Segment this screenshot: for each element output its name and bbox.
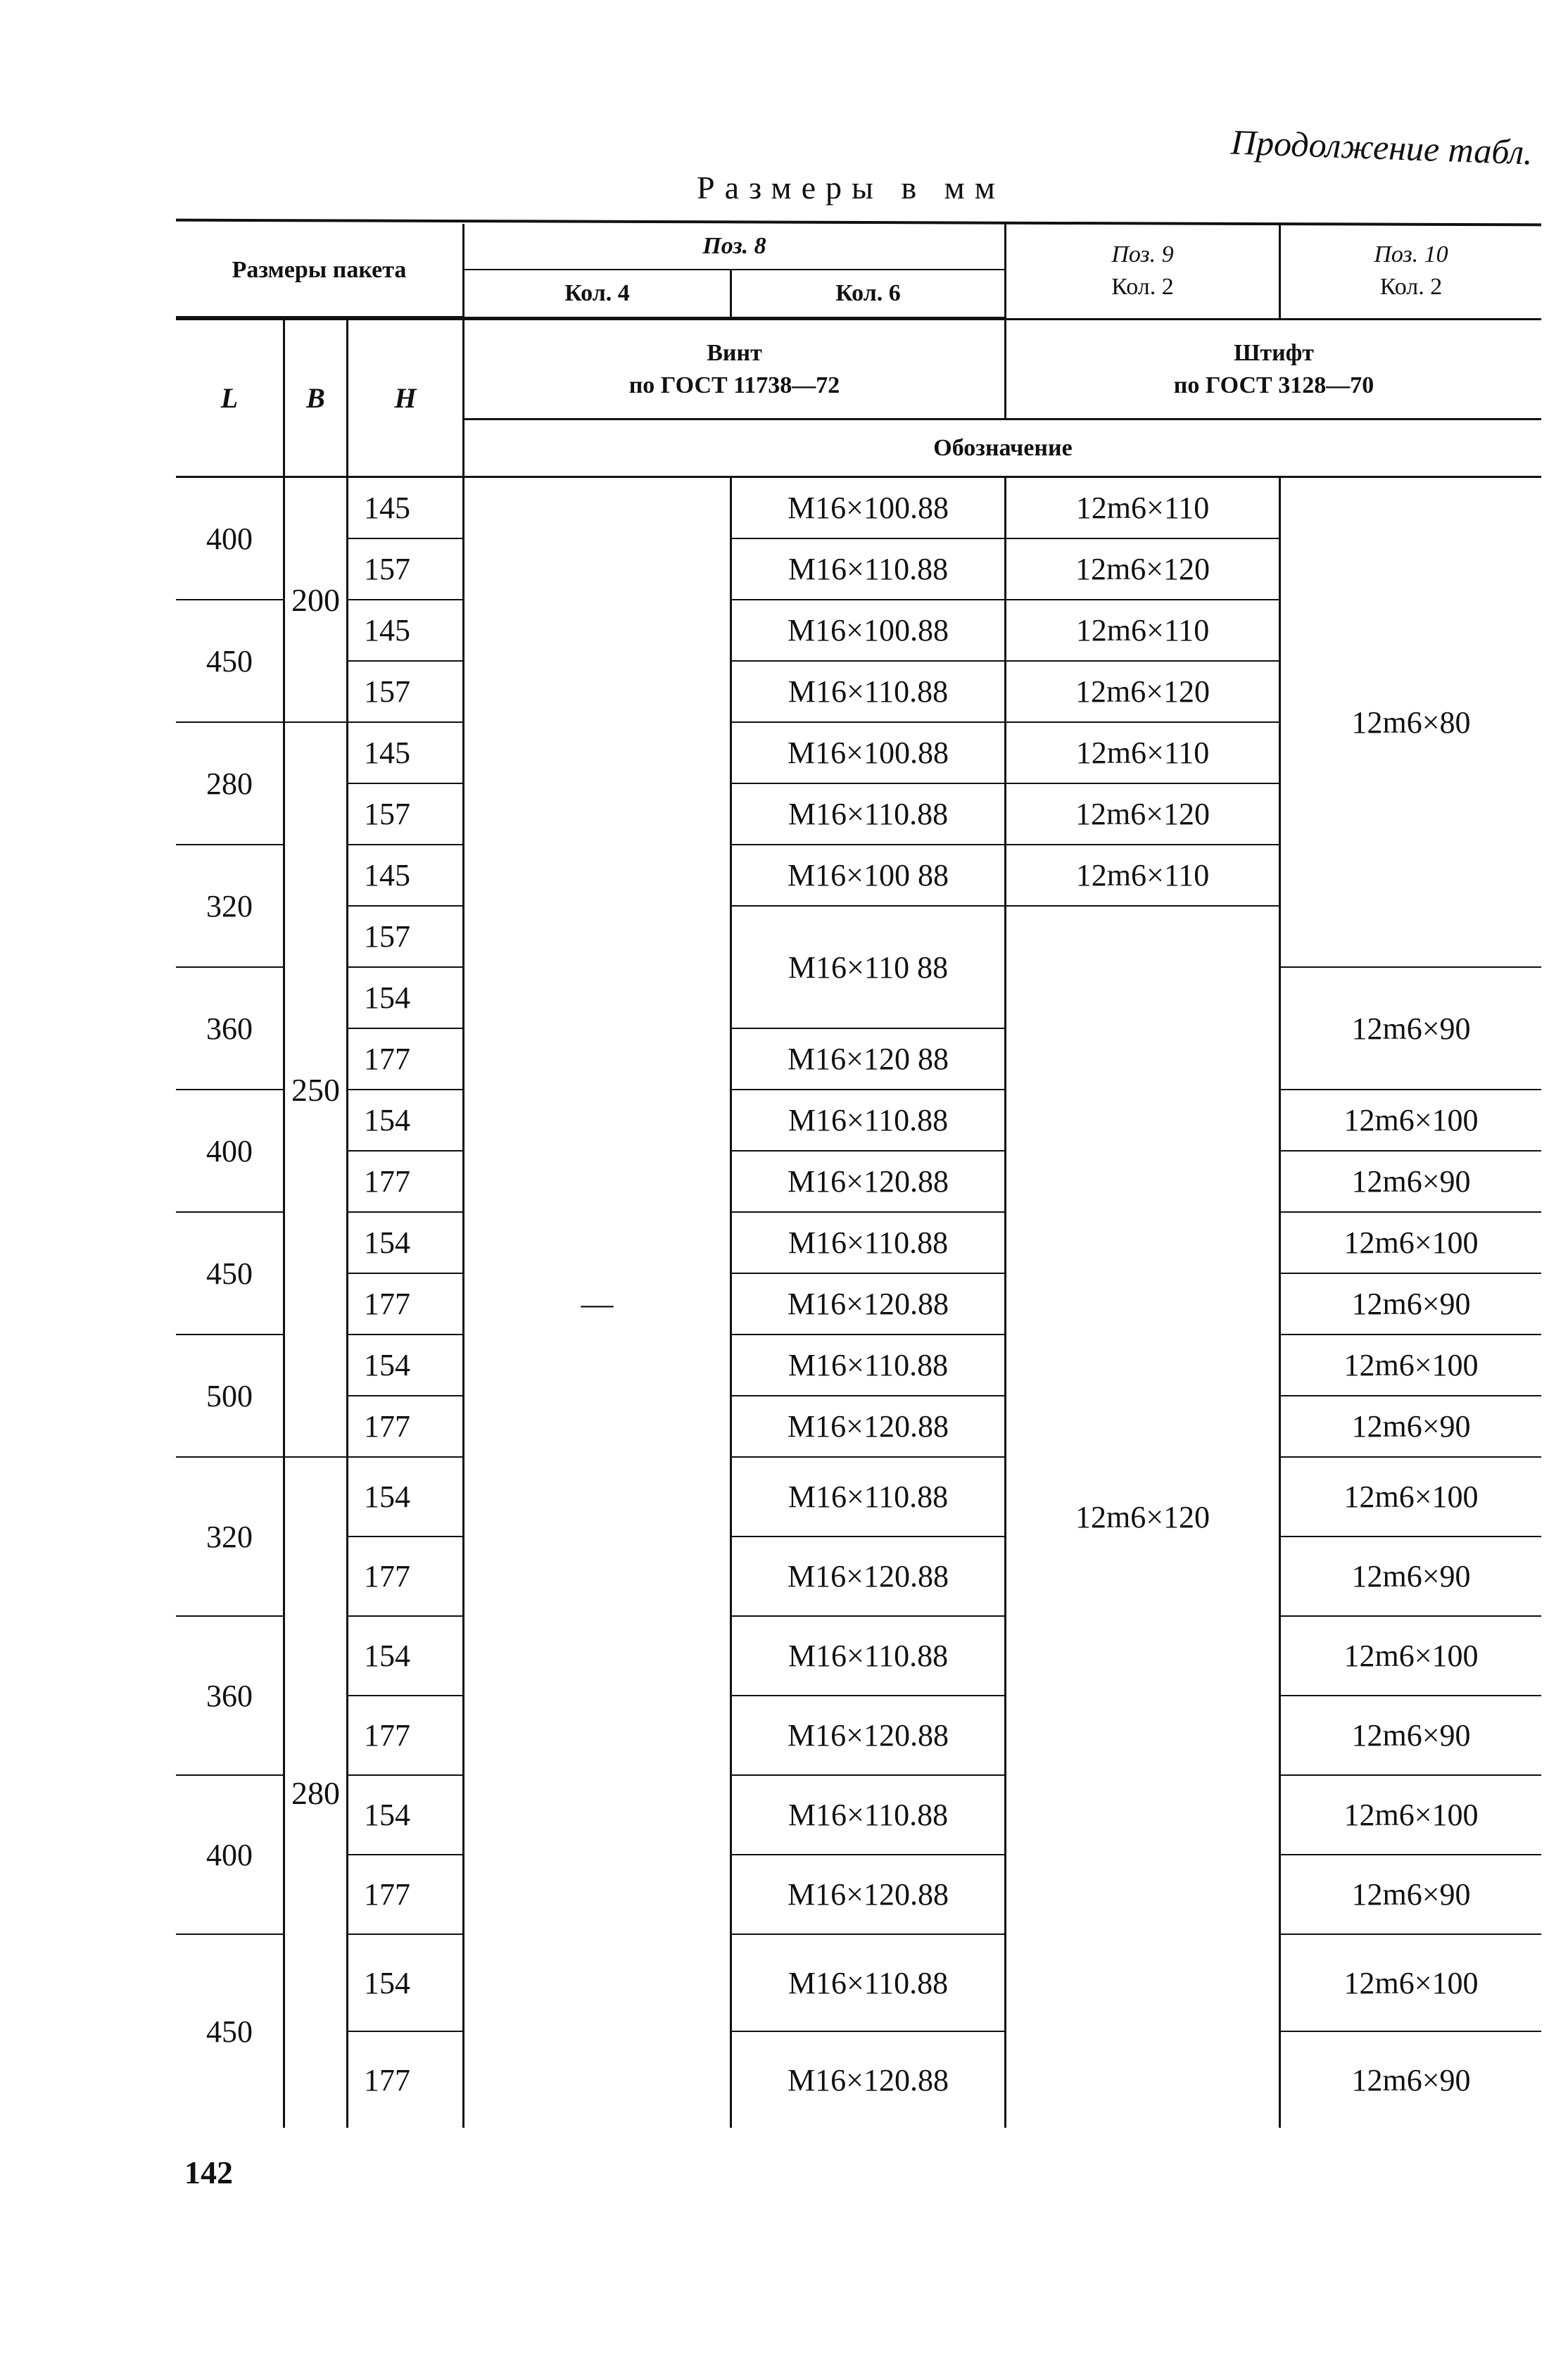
pin-pos10-cell: 12m6×90: [1281, 1696, 1541, 1776]
bolt-designation-cell: M16×110 88: [732, 907, 1006, 1029]
pos10-qty: Кол. 2: [1379, 274, 1443, 300]
H-cell: 157: [348, 539, 464, 600]
L-cell: 280: [176, 723, 285, 845]
bolt-standard: по ГОСТ 11738—72: [628, 372, 840, 398]
H-cell: 177: [348, 1537, 464, 1617]
bolt-designation-cell: M16×120.88: [732, 2032, 1006, 2128]
L-cell: 360: [176, 1617, 285, 1776]
units-caption: Размеры в мм: [697, 170, 1005, 206]
bolt-designation-cell: M16×100.88: [732, 478, 1006, 539]
pin-header: [1006, 318, 1541, 420]
qty6-header: Кол. 6: [732, 270, 1006, 318]
B-cell: 250: [285, 723, 348, 1458]
pin-pos10-cell: 12m6×90: [1281, 1855, 1541, 1935]
H-cell: 177: [348, 1396, 464, 1458]
pin-title: Штифт: [1234, 339, 1314, 366]
pin-pos9-cell: 12m6×110: [1006, 478, 1281, 539]
pin-pos10-cell: 12m6×100: [1281, 1776, 1541, 1855]
bolt-header: [464, 318, 1006, 420]
bolt-designation-cell: M16×120.88: [732, 1274, 1006, 1335]
bolt-designation-cell: M16×100 88: [732, 845, 1006, 907]
L-cell: 450: [176, 1935, 285, 2128]
pos8-header: Поз. 8: [464, 224, 1006, 270]
H-cell: 154: [348, 1458, 464, 1537]
H-cell: 154: [348, 1335, 464, 1396]
pin-pos10-cell: 12m6×100: [1281, 1335, 1541, 1396]
H-cell: 177: [348, 1855, 464, 1935]
H-cell: 177: [348, 1696, 464, 1776]
H-cell: 157: [348, 784, 464, 845]
pin-pos10-cell: 12m6×100: [1281, 1458, 1541, 1537]
pin-pos9-cell: 12m6×120: [1006, 907, 1281, 2128]
H-cell: 157: [348, 907, 464, 968]
bolt-designation-cell: M16×120.88: [732, 1855, 1006, 1935]
pin-pos10-cell: 12m6×90: [1281, 1152, 1541, 1213]
B-cell: 280: [285, 1458, 348, 2128]
H-cell: 145: [348, 723, 464, 784]
H-cell: 145: [348, 845, 464, 907]
designation-header: Обозначение: [464, 420, 1541, 478]
bolt-title: Винт: [707, 339, 762, 366]
bolt-designation-cell: M16×110.88: [732, 1776, 1006, 1855]
L-cell: 500: [176, 1335, 285, 1458]
pos9-qty: Кол. 2: [1111, 274, 1174, 300]
H-cell: 157: [348, 662, 464, 723]
H-cell: 145: [348, 600, 464, 662]
H-cell: 154: [348, 1617, 464, 1696]
page-number: 142: [184, 2155, 233, 2190]
pos10-label: Поз. 10: [1374, 241, 1448, 268]
H-cell: 177: [348, 1152, 464, 1213]
bolt-designation-cell: M16×110.88: [732, 662, 1006, 723]
pin-pos10-cell: 12m6×100: [1281, 1213, 1541, 1274]
H-cell: 177: [348, 2032, 464, 2128]
bolt-designation-cell: M16×110.88: [732, 784, 1006, 845]
pin-pos10-cell: 12m6×90: [1351, 2062, 1471, 2097]
qty4-dash-cell: —: [464, 478, 732, 2128]
pin-pos9-cell: 12m6×110: [1006, 723, 1281, 784]
fastener-table: [176, 224, 1541, 2128]
bolt-designation-cell: M16×120 88: [732, 1029, 1006, 1090]
col-L-header: L: [176, 318, 285, 478]
pin-pos9-cell: 12m6×110: [1006, 845, 1281, 907]
L-cell: 400: [176, 1776, 285, 1935]
H-cell: 145: [348, 478, 464, 539]
bolt-designation-cell: M16×120.88: [732, 1152, 1006, 1213]
pos9-label: Поз. 9: [1111, 241, 1174, 268]
bolt-designation-cell: M16×120.88: [732, 1396, 1006, 1458]
bolt-designation-cell: M16×100.88: [732, 600, 1006, 662]
B-cell: 200: [285, 478, 348, 723]
pin-pos10-cell: 12m6×100: [1281, 1090, 1541, 1152]
L-cell: 360: [176, 968, 285, 1090]
pin-pos9-cell: 12m6×120: [1006, 539, 1281, 600]
pin-pos10-cell: 12m6×80: [1281, 478, 1541, 968]
col-B-header: B: [285, 318, 348, 478]
bolt-designation-cell: M16×120.88: [732, 1537, 1006, 1617]
L-cell: 450: [176, 1213, 285, 1335]
H-cell: 177: [348, 1274, 464, 1335]
pos10-header: [1281, 224, 1541, 318]
bolt-designation-cell: M16×110.88: [732, 1090, 1006, 1152]
H-cell: 154: [348, 1776, 464, 1855]
pin-pos10-cell: 12m6×100: [1281, 1935, 1541, 2032]
bolt-designation-cell: M16×110.88: [732, 1213, 1006, 1274]
L-cell: 450: [176, 600, 285, 723]
bolt-designation-cell: M16×110.88: [732, 539, 1006, 600]
L-cell: 400: [176, 1090, 285, 1213]
L-cell: 320: [176, 845, 285, 968]
pin-pos9-cell: 12m6×120: [1006, 662, 1281, 723]
bolt-designation-cell: M16×110.88: [732, 1935, 1006, 2032]
H-cell: 154: [348, 1213, 464, 1274]
pin-pos9-cell: 12m6×110: [1006, 600, 1281, 662]
pin-pos10-cell: 12m6×90: [1281, 968, 1541, 1090]
bolt-designation-cell: M16×100.88: [732, 723, 1006, 784]
col-H-header: H: [348, 318, 464, 478]
H-cell: 154: [348, 1935, 464, 2032]
pos9-header: [1006, 224, 1281, 318]
pin-pos10-cell: 12m6×90: [1281, 1396, 1541, 1458]
H-cell: 154: [348, 1090, 464, 1152]
bolt-designation-cell: M16×110.88: [732, 1617, 1006, 1696]
bolt-designation-cell: M16×120.88: [732, 1696, 1006, 1776]
pin-standard: по ГОСТ 3128—70: [1173, 372, 1374, 398]
L-cell: 320: [176, 1458, 285, 1617]
pack-sizes-header: Размеры пакета: [176, 224, 464, 318]
bolt-designation-cell: M16×110.88: [732, 1458, 1006, 1537]
table-continuation-label: Продолжение табл.: [1230, 122, 1534, 172]
L-cell: 400: [176, 478, 285, 600]
pin-pos10-cell: 12m6×90: [1281, 1274, 1541, 1335]
pin-pos9-cell: 12m6×120: [1006, 784, 1281, 845]
H-cell: 177: [348, 1029, 464, 1090]
pin-pos10-cell: 12m6×100: [1281, 1617, 1541, 1696]
qty4-header: Кол. 4: [464, 270, 732, 318]
H-cell: 154: [348, 968, 464, 1029]
pin-pos10-cell: 12m6×90: [1281, 1537, 1541, 1617]
bolt-designation-cell: M16×110.88: [732, 1335, 1006, 1396]
